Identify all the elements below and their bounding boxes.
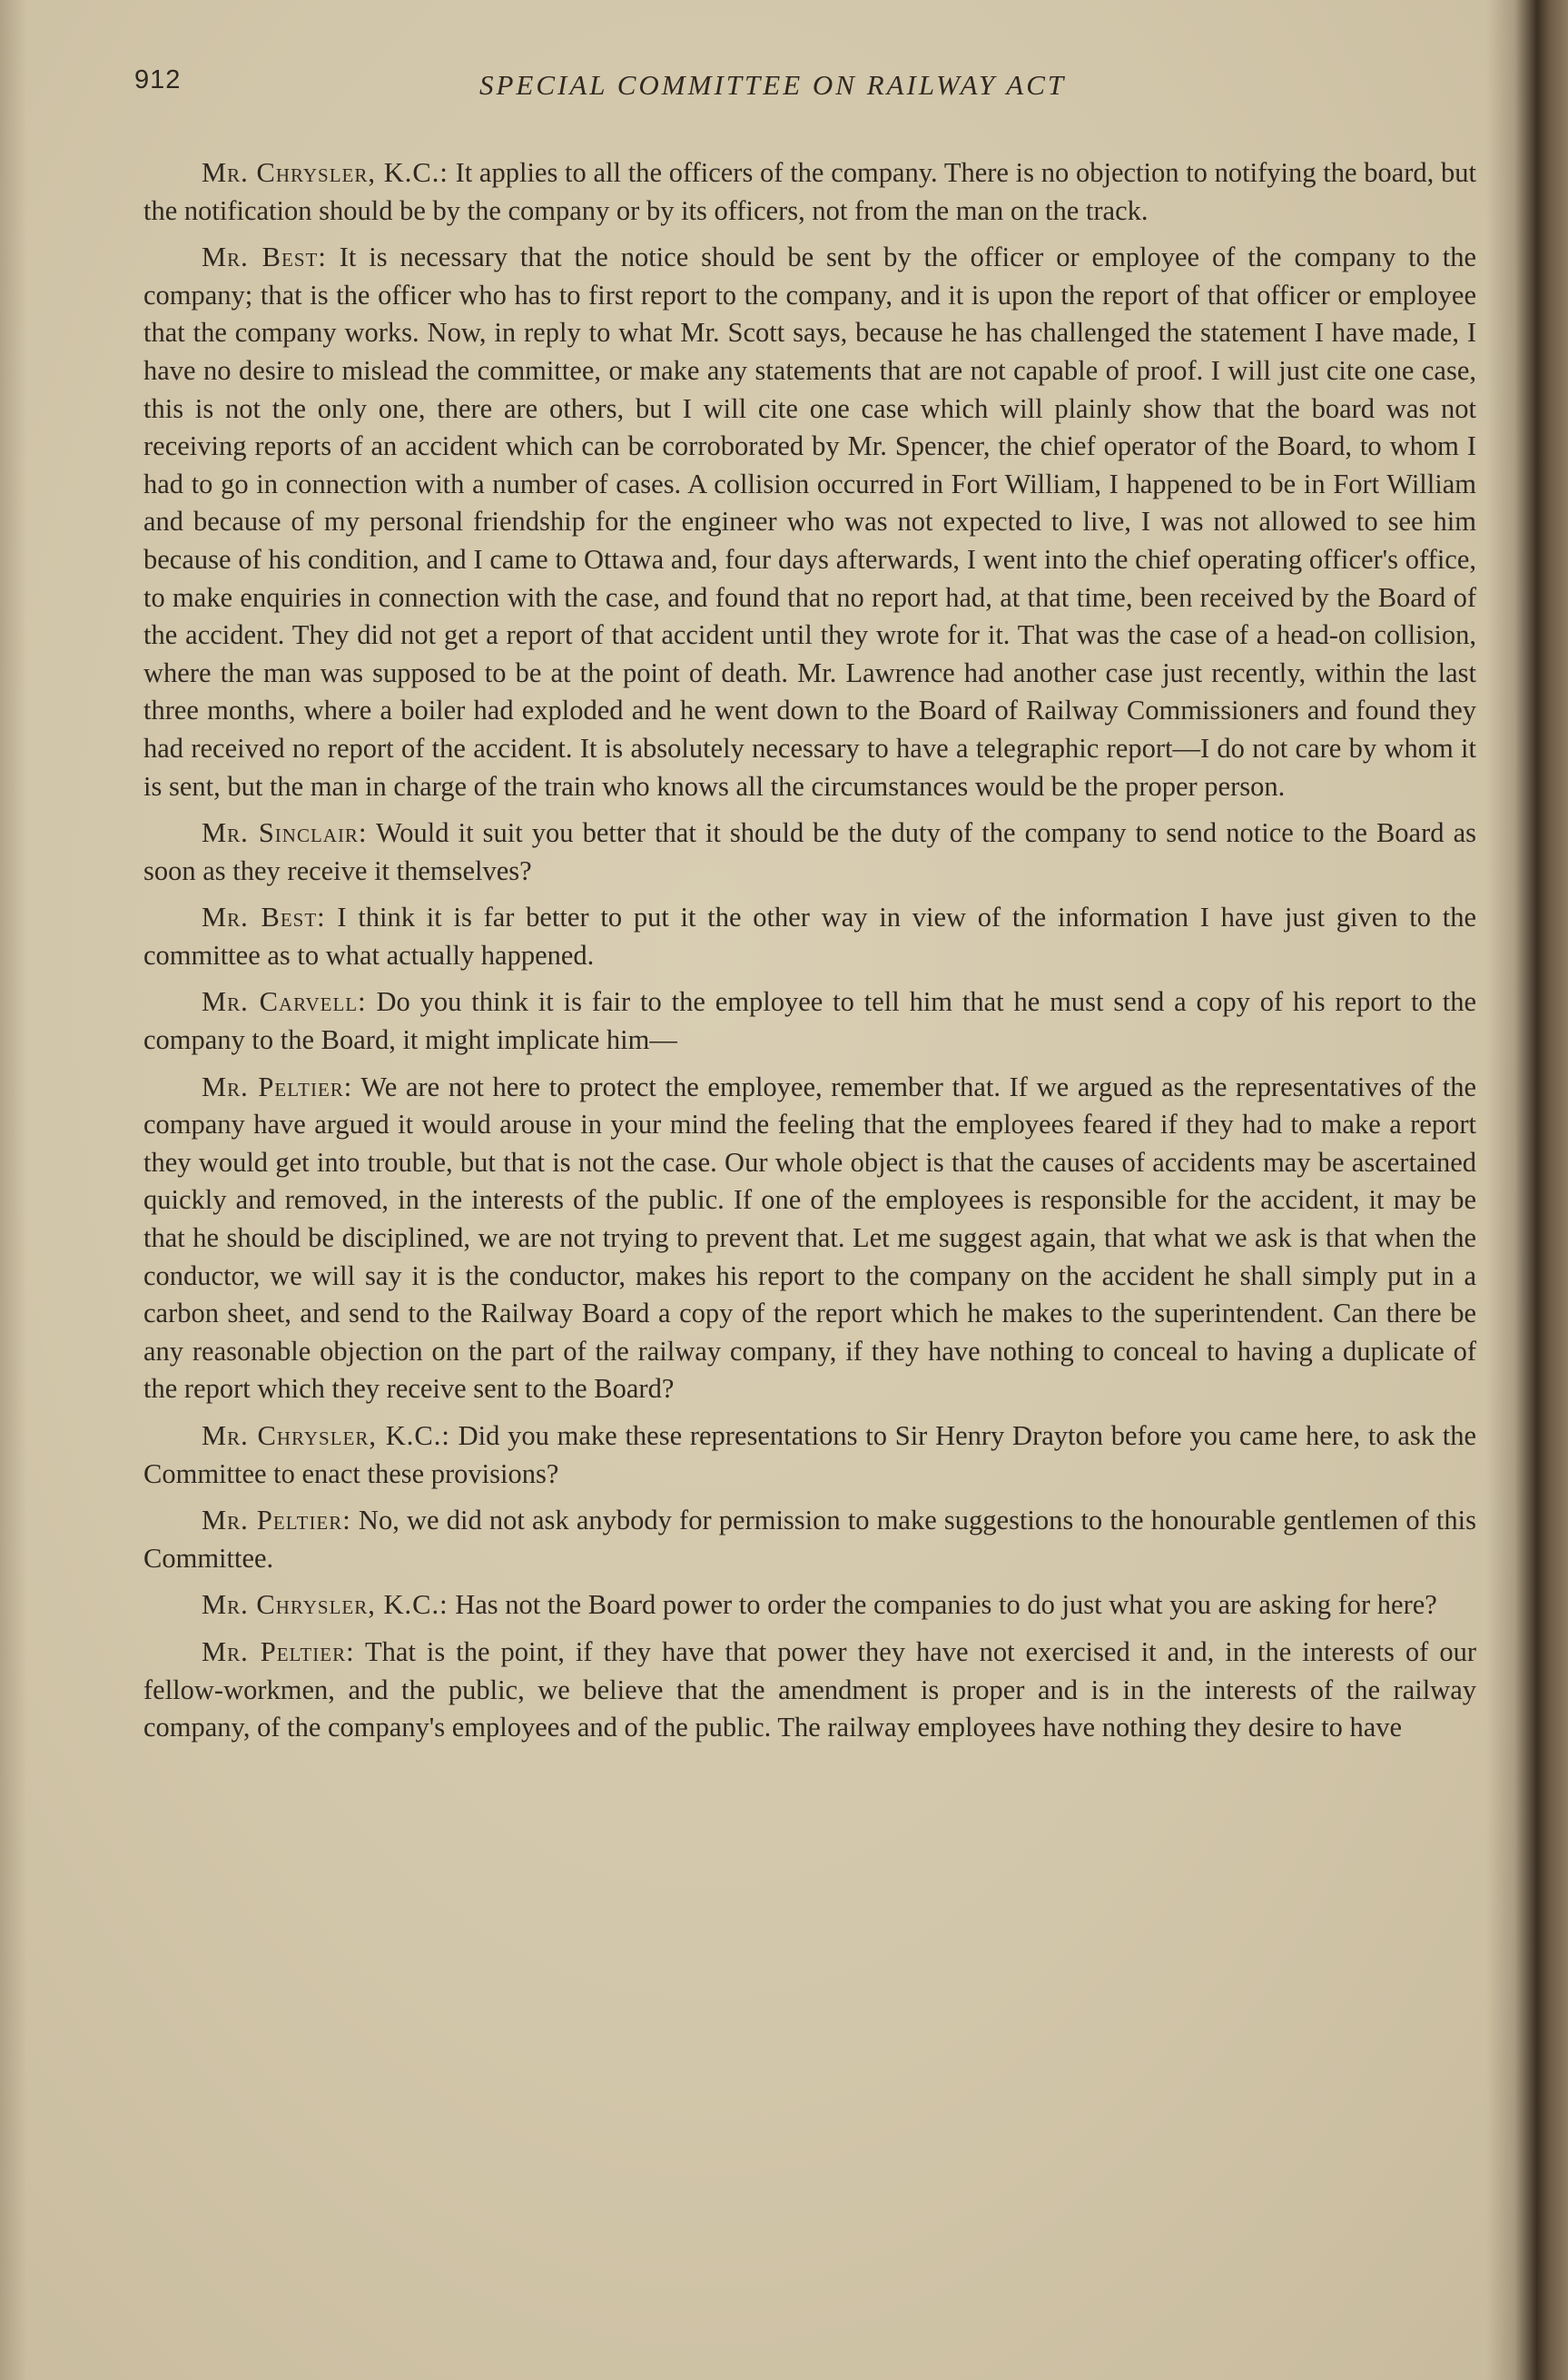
paragraph bbox=[143, 1634, 1476, 1747]
speaker-name: Mr. Chrysler, K.C.: bbox=[202, 1420, 450, 1451]
paragraph bbox=[143, 154, 1476, 230]
speech-text: Did you make these representations to Sir Henry Drayton before you came here, to ask the Committee to enact these provisions? bbox=[143, 1420, 1477, 1489]
speaker-name: Mr. Peltier: bbox=[202, 1505, 351, 1536]
paragraph bbox=[143, 899, 1476, 974]
paragraph bbox=[143, 1069, 1476, 1408]
page-header bbox=[134, 65, 1478, 111]
speaker-name: Mr. Chrysler, K.C.: bbox=[202, 157, 449, 188]
speaker-name: Mr. Best: bbox=[202, 242, 327, 273]
paragraph bbox=[143, 1502, 1476, 1577]
binding-shadow bbox=[1486, 0, 1568, 2380]
speaker-name: Mr. Peltier: bbox=[202, 1635, 355, 1667]
speaker-name: Mr. Peltier: bbox=[202, 1071, 353, 1102]
page-left-edge bbox=[0, 0, 27, 2380]
transcript-body bbox=[143, 154, 1476, 1756]
speech-text: That is the point, if they have that power they have not exercised it and, in the interests of our fellow-workmen, and the public, we believe that the amendment is proper and is in the interests of the railway company, of the company's employees and of the public. The railway employees have nothing they desire to have bbox=[143, 1635, 1476, 1743]
speech-text: I think it is far better to put it the other way in view of the information I have just given to the committee as to what actually happened. bbox=[143, 902, 1476, 971]
paragraph bbox=[143, 983, 1476, 1059]
speech-text: No, we did not ask anybody for permission to make suggestions to the honourable gentlemen of this Committee. bbox=[143, 1505, 1476, 1574]
speech-text: Would it suit you better that it should be the duty of the company to send notice to the Board as soon as they receive it themselves? bbox=[143, 817, 1476, 886]
paragraph bbox=[143, 239, 1476, 805]
paragraph bbox=[143, 1417, 1476, 1493]
running-title: SPECIAL COMMITTEE ON RAILWAY ACT bbox=[479, 69, 1067, 101]
speaker-name: Mr. Chrysler, K.C.: bbox=[202, 1589, 449, 1621]
speech-text: Has not the Board power to order the companies to do just what you are asking for here? bbox=[455, 1589, 1437, 1621]
paragraph bbox=[143, 1586, 1476, 1625]
speech-text: We are not here to protect the employee, remember that. If we argued as the representatives of the company have argued it would arouse in your mind the feeling that the employees feared if they had to make a report they would get into trouble, but that is not the case. Our whole object is that the causes of accidents may be ascertained quickly and removed, in the interests of the public. If one of the employees is responsible for the accident, it may be that he should be disciplined, we are not trying to prevent that. Let me suggest again, that what we ask is that when the conductor, we will say it is the conductor, makes his report to the company on the accident he shall simply put in a carbon sheet, and send to the Railway Board a copy of the report which he makes to the superintendent. Can there be any reasonable objection on the part of the railway company, if they have nothing to conceal to having a duplicate of the report which they receive sent to the Board? bbox=[143, 1071, 1476, 1405]
page-number: 912 bbox=[134, 65, 182, 94]
speech-text: Do you think it is fair to the employee to tell him that he must send a copy of his report to the company to the Board, it might implicate him— bbox=[143, 986, 1476, 1056]
speech-text: It is necessary that the notice should be sent by the officer or employee of the company to the company; that is the officer who has to first report to the company, and it is upon the report of that officer or employee that the company works. Now, in reply to what Mr. Scott says, because he has challenged the statement I have made, I have no desire to mislead the committee, or make any statements that are not capable of proof. I will just cite one case, this is not the only one, there are others, but I will cite one case which will plainly show that the board was not receiving reports of an accident which can be corroborated by Mr. Spencer, the chief operator of the Board, to whom I had to go in connection with a number of cases. A collision occurred in Fort William, I happened to be in Fort William and because of my personal friendship for the engineer who was not expected to live, I was not allowed to see him because of his condition, and I came to Ottawa and, four days afterwards, I went into the chief operating officer's office, to make enquiries in connection with the case, and found that no report had, at that time, been received by the Board of the accident. They did not get a report of that accident until they wrote for it. That was the case of a head-on collision, where the man was supposed to be at the point of death. Mr. Lawrence had another case just recently, within the last three months, where a boiler had exploded and he went down to the Board of Railway Commissioners and found they had received no report of the accident. It is absolutely necessary to have a telegraphic report—I do not care by whom it is sent, but the man in charge of the train who knows all the circumstances would be the proper person. bbox=[143, 242, 1477, 802]
speaker-name: Mr. Sinclair: bbox=[202, 817, 368, 849]
speaker-name: Mr. Carvell: bbox=[202, 986, 367, 1018]
speech-text: It applies to all the officers of the company. There is no objection to notifying the board, but the notification should be by the company or by its officers, not from the man on the track. bbox=[143, 157, 1477, 226]
paragraph bbox=[143, 815, 1476, 890]
speaker-name: Mr. Best: bbox=[202, 902, 326, 933]
